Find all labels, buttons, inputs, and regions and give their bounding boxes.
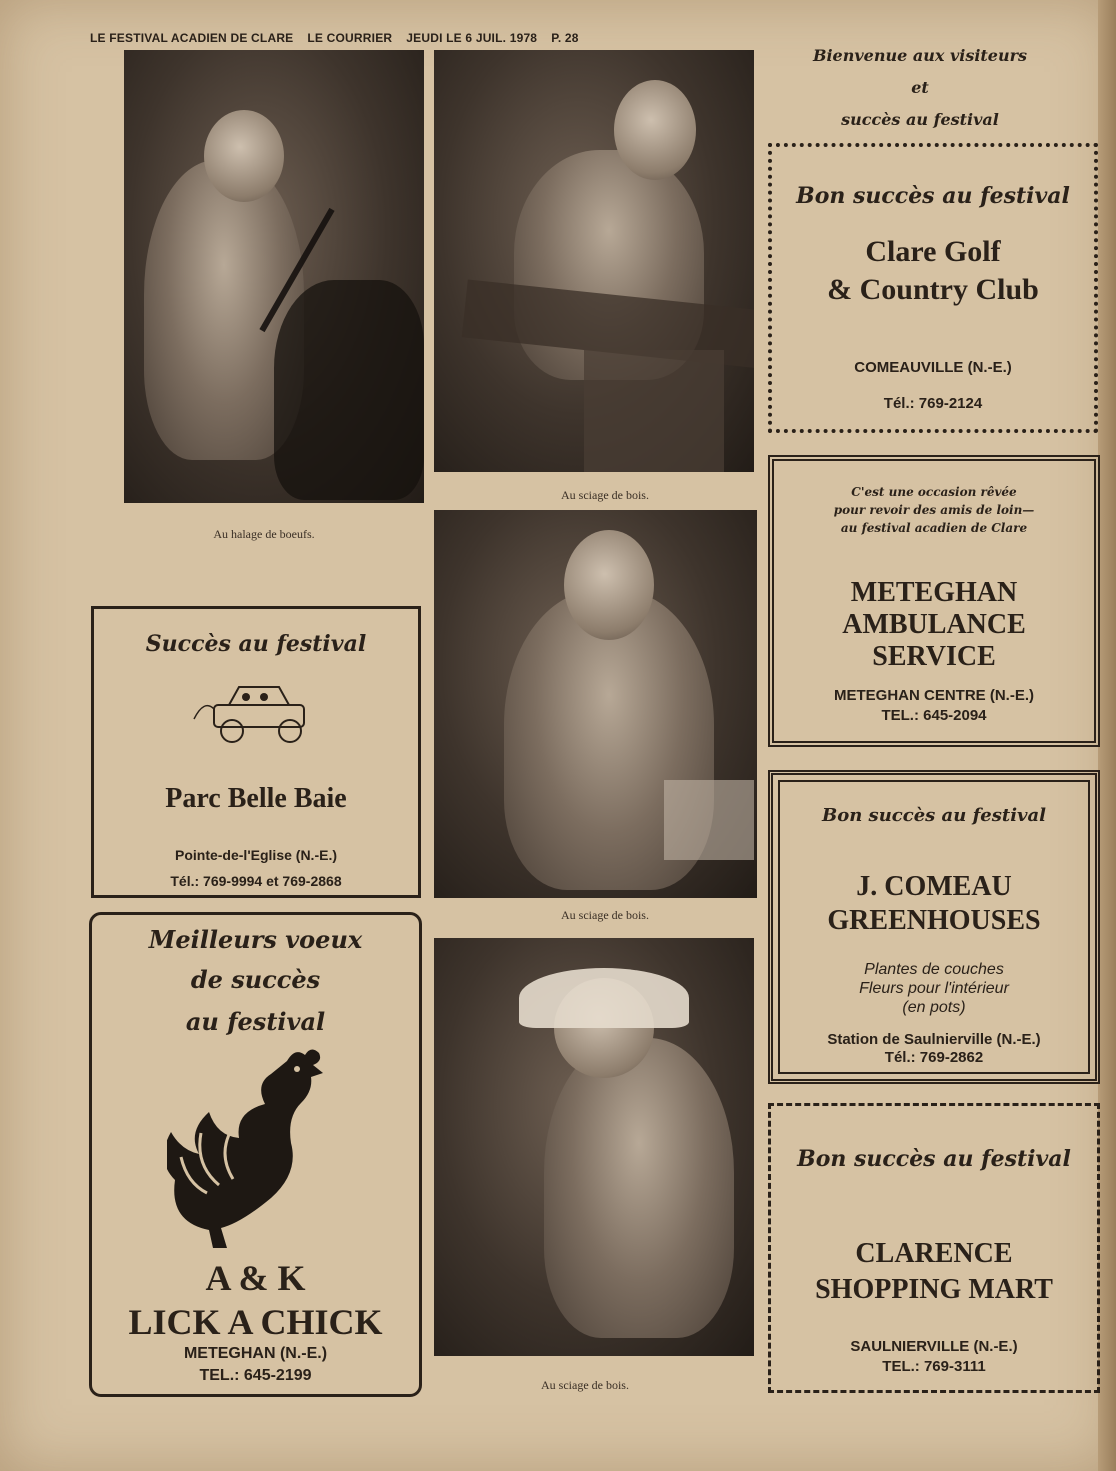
ambulance-phone: TEL.: 645-2094 (881, 707, 987, 724)
parc-phone: Tél.: 769-9994 et 769-2868 (170, 873, 342, 889)
parc-location: Pointe-de-l'Eglise (N.-E.) (174, 847, 337, 863)
ambulance-name-1: METEGHAN (850, 577, 1018, 608)
clarence-name-2: SHOPPING MART (815, 1274, 1053, 1305)
parc-slogan: Succès au festival (145, 631, 367, 657)
golf-name-1: Clare Golf (865, 235, 1001, 268)
welcome-line-2: et (911, 78, 929, 97)
ad-clare-golf (768, 143, 1098, 433)
photo-wood-sawing-2 (434, 510, 757, 898)
chick-name-1: A & K (205, 1258, 306, 1298)
golf-location: COMEAUVILLE (N.-E.) (854, 359, 1012, 376)
chick-line-2: de succès (190, 965, 321, 994)
ambulance-line-1: C'est une occasion rêvée (851, 485, 1017, 499)
greenhouse-name-2: GREENHOUSES (827, 905, 1041, 936)
clarence-location: SAULNIERVILLE (N.-E.) (850, 1338, 1018, 1355)
ambulance-location: METEGHAN CENTRE (N.-E.) (834, 687, 1034, 704)
welcome-line-3: succès au festival (841, 110, 999, 129)
parc-name: Parc Belle Baie (165, 783, 347, 814)
greenhouse-slogan: Bon succès au festival (821, 805, 1047, 826)
page-edge-strip (1098, 0, 1116, 1471)
greenhouse-desc-1: Plantes de couches (864, 961, 1004, 978)
ambulance-name-2: AMBULANCE (842, 609, 1026, 640)
page-header (90, 31, 650, 49)
greenhouse-phone: Tél.: 769-2862 (884, 1049, 984, 1066)
chick-name-2: LICK A CHICK (128, 1302, 383, 1342)
clarence-phone: TEL.: 769-3111 (882, 1358, 986, 1375)
ad-meteghan-ambulance (768, 455, 1100, 747)
antique-car-icon (184, 679, 334, 751)
golf-slogan: Bon succès au festival (796, 183, 1070, 209)
chick-location: METEGHAN (N.-E.) (183, 1345, 328, 1362)
photo-wood-sawing-3 (434, 938, 754, 1356)
ad-lick-a-chick (89, 912, 422, 1397)
golf-phone: Tél.: 769-2124 (883, 395, 983, 412)
clarence-slogan: Bon succès au festival (797, 1146, 1071, 1172)
ambulance-name-3: SERVICE (872, 641, 996, 672)
golf-name-2: & Country Club (827, 273, 1039, 306)
welcome-block (770, 46, 1070, 138)
photo-wood-sawing-1-caption: Au sciage de bois. (561, 488, 649, 502)
header-page: P. 28 (551, 31, 579, 45)
ambulance-line-3: au festival acadien de Clare (840, 521, 1028, 535)
photo-wood-sawing-3-caption: Au sciage de bois. (541, 1378, 629, 1392)
ad-clarence-shopping-mart (768, 1103, 1100, 1393)
rooster-icon (167, 1043, 347, 1263)
greenhouse-desc-2: Fleurs pour l'intérieur (859, 980, 1009, 997)
header-section: LE FESTIVAL ACADIEN DE CLARE (90, 31, 294, 45)
welcome-line-1: Bienvenue aux visiteurs (812, 46, 1028, 65)
header-paper: LE COURRIER (307, 31, 393, 45)
ambulance-line-2: pour revoir des amis de loin— (833, 503, 1035, 517)
greenhouse-desc-3: (en pots) (902, 999, 966, 1016)
photo-ox-hauling-caption: Au halage de boeufs. (213, 527, 315, 541)
chick-line-3: au festival (185, 1007, 326, 1036)
header-date: JEUDI LE 6 JUIL. 1978 (406, 31, 538, 45)
clarence-name-1: CLARENCE (855, 1238, 1013, 1269)
ad-parc-belle-baie (91, 606, 421, 898)
chick-phone: TEL.: 645-2199 (199, 1367, 312, 1384)
chick-line-1: Meilleurs voeux (148, 925, 363, 954)
photo-wood-sawing-2-caption: Au sciage de bois. (561, 908, 649, 922)
photo-wood-sawing-1 (434, 50, 754, 472)
ad-comeau-greenhouses (768, 770, 1100, 1084)
photo-ox-hauling (124, 50, 424, 503)
greenhouse-name-1: J. COMEAU (856, 871, 1012, 902)
greenhouse-location: Station de Saulnierville (N.-E.) (827, 1031, 1041, 1048)
